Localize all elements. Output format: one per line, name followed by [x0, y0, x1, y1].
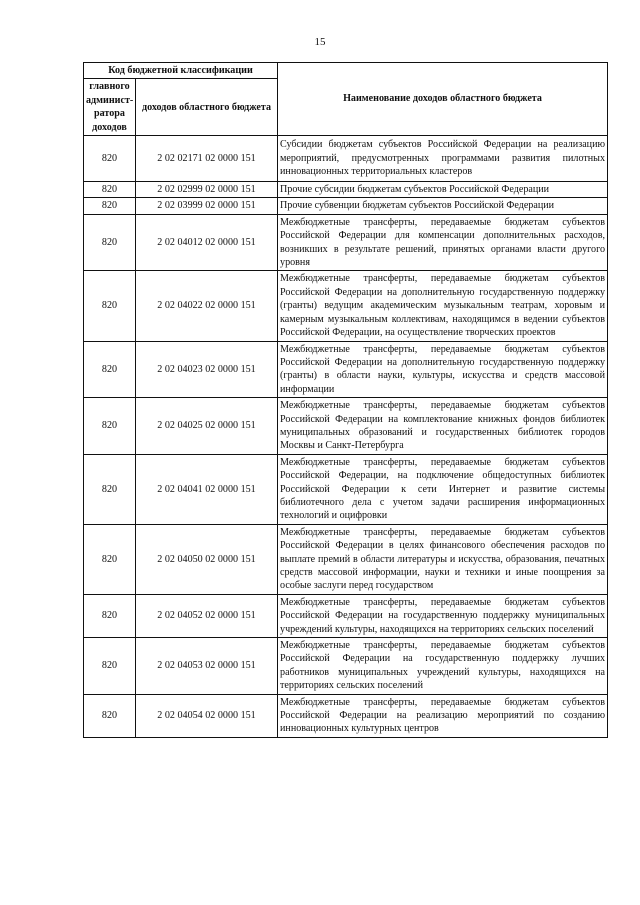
table-row: [84, 271, 608, 341]
revenue-name-cell: Субсидии бюджетам субъектов Российской Федерации на реализацию мероприятий, предусмотренных программами развития пилотных инновационных территориальных кластеров: [278, 136, 608, 182]
revenue-code-cell: 2 02 04052 02 0000 151: [136, 594, 278, 637]
table-body: [84, 136, 608, 738]
table-row: [84, 182, 608, 198]
table-row: [84, 341, 608, 398]
revenue-name-cell: Межбюджетные трансферты, передаваемые бюджетам субъектов Российской Федерации на государственную поддержку лучших работников муниципальных учреждений культуры, находящихся на территориях сельских поселений: [278, 638, 608, 695]
table-row: [84, 398, 608, 455]
revenue-code-cell: 2 02 02171 02 0000 151: [136, 136, 278, 182]
revenue-name-cell: Межбюджетные трансферты, передаваемые бюджетам субъектов Российской Федерации на комплектование книжных фондов библиотек муниципальных образований и государственных библиотек городов Москвы и Санкт-Петербурга: [278, 398, 608, 455]
revenue-code-cell: 2 02 04025 02 0000 151: [136, 398, 278, 455]
admin-code-cell: 820: [84, 136, 136, 182]
table-header-row: [84, 63, 608, 79]
revenue-code-cell: 2 02 02999 02 0000 151: [136, 182, 278, 198]
table-row: [84, 638, 608, 695]
revenue-name-cell: Межбюджетные трансферты, передаваемые бюджетам субъектов Российской Федерации на дополнительную государственную поддержку (гранты) в области науки, культуры, искусства и средств массовой информации: [278, 341, 608, 398]
revenue-code-cell: 2 02 04022 02 0000 151: [136, 271, 278, 341]
revenue-name-cell: Межбюджетные трансферты, передаваемые бюджетам субъектов Российской Федерации для компенсации дополнительных расходов, возникших в результате решений, принятых органами власти другого уровня: [278, 214, 608, 271]
admin-code-cell: 820: [84, 271, 136, 341]
table-row: [84, 524, 608, 594]
table-row: [84, 214, 608, 271]
admin-code-cell: 820: [84, 454, 136, 524]
table-row: [84, 594, 608, 637]
table-row: [84, 136, 608, 182]
admin-code-cell: 820: [84, 524, 136, 594]
budget-classification-table: [83, 62, 608, 738]
revenue-code-cell: 2 02 04023 02 0000 151: [136, 341, 278, 398]
revenue-name-cell: Межбюджетные трансферты, передаваемые бюджетам субъектов Российской Федерации на государственную поддержку муниципальных учреждений культуры, находящихся на территориях сельских поселений: [278, 594, 608, 637]
table-row: [84, 694, 608, 737]
page-number: 15: [314, 36, 326, 48]
revenue-name-cell: Прочие субсидии бюджетам субъектов Российской Федерации: [278, 182, 608, 198]
classification-code-header: Код бюджетной классификации: [84, 63, 278, 79]
revenue-code-cell: 2 02 04053 02 0000 151: [136, 638, 278, 695]
revenue-code-cell: 2 02 03999 02 0000 151: [136, 198, 278, 214]
admin-column-header: главного админист-ратора доходов: [84, 79, 136, 136]
revenue-name-cell: Межбюджетные трансферты, передаваемые бюджетам субъектов Российской Федерации на реализацию мероприятий по созданию инновационных культурных центров: [278, 694, 608, 737]
revenue-code-cell: 2 02 04012 02 0000 151: [136, 214, 278, 271]
admin-code-cell: 820: [84, 198, 136, 214]
revenue-code-cell: 2 02 04054 02 0000 151: [136, 694, 278, 737]
revenue-code-cell: 2 02 04050 02 0000 151: [136, 524, 278, 594]
table-row: [84, 198, 608, 214]
revenue-name-header: Наименование доходов областного бюджета: [278, 63, 608, 136]
table-row: [84, 454, 608, 524]
admin-code-cell: 820: [84, 694, 136, 737]
admin-code-cell: 820: [84, 214, 136, 271]
admin-code-cell: 820: [84, 341, 136, 398]
admin-code-cell: 820: [84, 594, 136, 637]
admin-code-cell: 820: [84, 182, 136, 198]
revenue-name-cell: Прочие субвенции бюджетам субъектов Российской Федерации: [278, 198, 608, 214]
code-column-header: доходов областного бюджета: [136, 79, 278, 136]
revenue-name-cell: Межбюджетные трансферты, передаваемые бюджетам субъектов Российской Федерации в целях финансового обеспечения расходов по выплате премий в области литературы и искусства, образования, печатных средств массовой информации, науки и техники и иные поощрения за особые заслуги перед государством: [278, 524, 608, 594]
revenue-code-cell: 2 02 04041 02 0000 151: [136, 454, 278, 524]
admin-code-cell: 820: [84, 398, 136, 455]
revenue-name-cell: Межбюджетные трансферты, передаваемые бюджетам субъектов Российской Федерации, на подключение общедоступных библиотек Российской Федерации к сети Интернет и развитие системы библиотечного дела с учетом задачи расширения информационных технологий и оцифровки: [278, 454, 608, 524]
admin-code-cell: 820: [84, 638, 136, 695]
revenue-name-cell: Межбюджетные трансферты, передаваемые бюджетам субъектов Российской Федерации на дополнительную государственную поддержку (гранты) ведущим академическим музыкальным театрам, хоровым и камерным музыкальным коллективам, находящимся в ведении субъектов Российской Федерации, на осуществление творческих проектов: [278, 271, 608, 341]
